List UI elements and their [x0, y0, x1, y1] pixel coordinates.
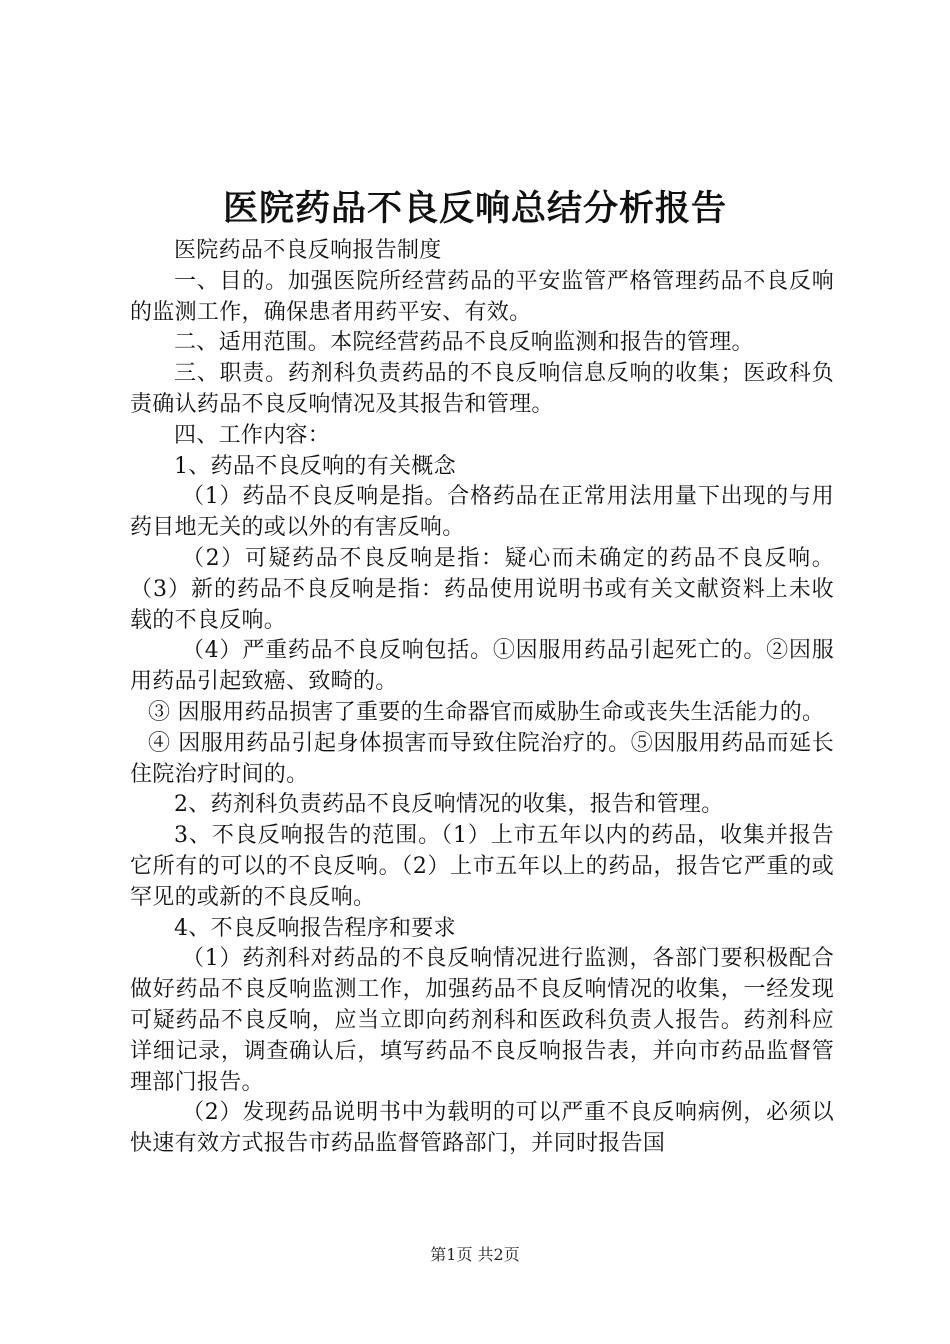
paragraph-duties: 三、职责。药剂科负责药品的不良反响信息反响的收集；医政科负责确认药品不良反响情况及其报告和管理。 [130, 361, 834, 417]
paragraph-purpose: 一、目的。加强医院所经营药品的平安监管严格管理药品不良反响的监测工作，确保患者用药平安、有效。 [130, 268, 834, 325]
document-title: 医院药品不良反响总结分析报告 [222, 188, 727, 229]
paragraph-procedure: 4、不良反响报告程序和要求 [174, 915, 456, 941]
paragraph-item-3: ③ 因服用药品损害了重要的生命器官而威胁生命或丧失生活能力的。 [148, 699, 825, 725]
paragraph-procedure-2: （2）发现药品说明书中为载明的可以严重不良反响病例，必须以快速有效方式报告市药品监督管路部门，并同时报告国 [130, 1100, 834, 1157]
paragraph-scope: 二、适用范围。本院经营药品不良反响监测和报告的管理。 [174, 330, 754, 356]
paragraph-concept-1: （1）药品不良反响是指。合格药品在正常用法用量下出现的与用药目地无关的或以外的有害反响。 [130, 484, 834, 541]
paragraph-concept-2-3: （2）可疑药品不良反响是指：疑心而未确定的药品不良反响。（3）新的药品不良反响是指：药品使用说明书或有关文献资料上未收载的不良反响。 [130, 545, 834, 633]
paragraph-report-scope: 3、不良反响报告的范围。（1）上市五年以内的药品，收集并报告它所有的可以的不良反响。（2）上市五年以上的药品，报告它严重的或罕见的或新的不良反响。 [130, 823, 834, 910]
paragraph-work-content: 四、工作内容： [174, 422, 331, 448]
paragraph-procedure-1: （1）药剂科对药品的不良反响情况进行监测，各部门要积极配合做好药品不良反响监测工作，加强药品不良反响情况的收集，一经发现可疑药品不良反响，应当立即向药剂科和医政科负责人报告。药剂科应详细记录，调查确认后，填写药品不良反响报告表，并向市药品监督管理部门报告。 [130, 946, 834, 1095]
paragraph-concept-4: （4）严重药品不良反响包括。①因服用药品引起死亡的。②因服用药品引起致癌、致畸的。 [130, 638, 834, 695]
paragraph-heading: 医院药品不良反响报告制度 [174, 238, 442, 263]
page-number: 第1页 共2页 [430, 1245, 520, 1264]
paragraph-collection: 2、药剂科负责药品不良反响情况的收集，报告和管理。 [174, 792, 724, 818]
document-body [130, 236, 834, 1160]
paragraph-item-4-5: ④ 因服用药品引起身体损害而导致住院治疗的。⑤因服用药品而延长住院治疗时间的。 [130, 730, 834, 787]
paragraph-concepts: 1、药品不良反响的有关概念 [174, 453, 456, 479]
